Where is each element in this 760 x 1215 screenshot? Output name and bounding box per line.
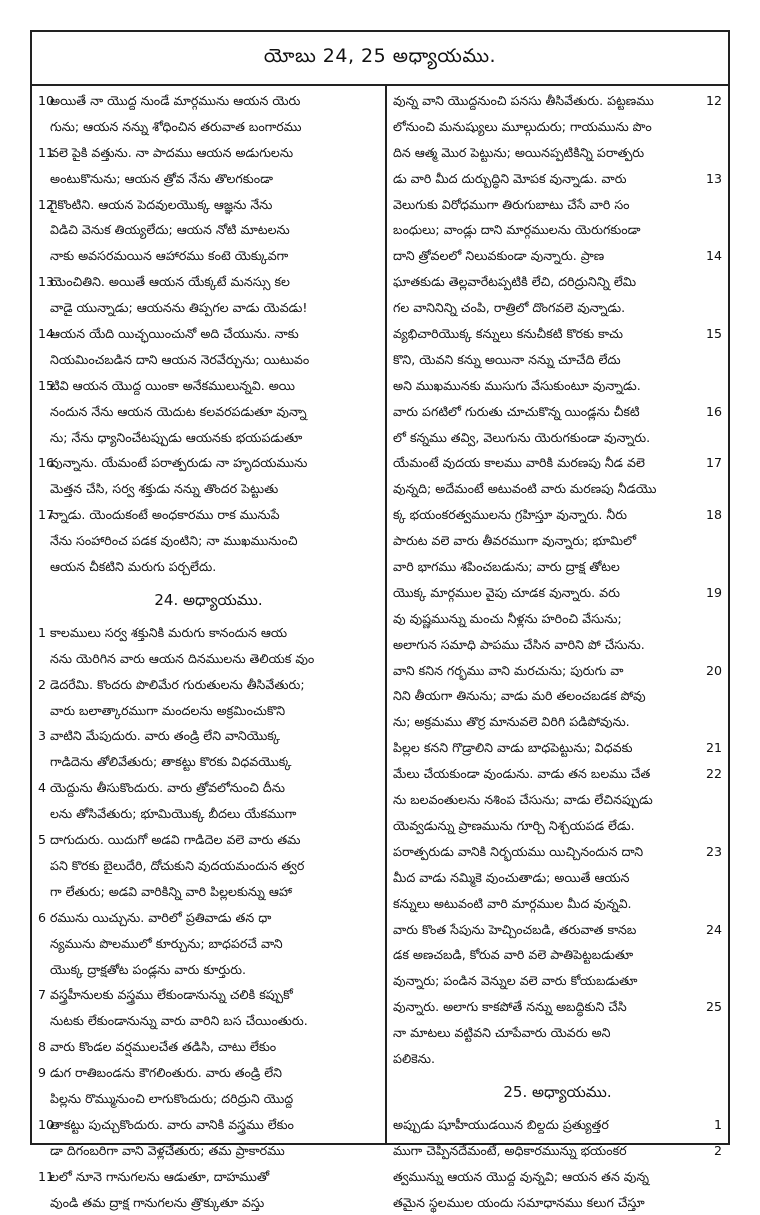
line-text: యెవ్వడున్ను ప్రాణమును గూర్చి నిశ్చయపడ లేడు.: [393, 817, 635, 833]
line-text: పారుట వలె వారు తీవరముగా వున్నారు; భూమిలో: [393, 533, 637, 549]
text-line: [38, 672, 379, 698]
text-line: [38, 528, 379, 554]
chapter-heading: 24. అధ్యాయము.: [154, 590, 263, 609]
text-line: [393, 632, 722, 658]
line-text: మేలు చేయకుండా వుండును. వాడు తన బలము చేత: [393, 766, 651, 782]
line-text: యెంచితిని. అయితే ఆయన యేక్కటే మనస్సు కల: [50, 274, 290, 290]
text-line: [393, 373, 722, 399]
line-text: వాడై యున్నాడు; ఆయనను తిప్పగల వాడు యెవడు!: [50, 300, 308, 316]
line-text: యేమంటే వుదయ కాలము వారికి మరణపు నీడ వలె: [393, 455, 645, 471]
text-line: [38, 347, 379, 373]
text-line: [38, 192, 379, 218]
line-text: గైకొంటిని. ఆయన పెదవులయొక్క ఆజ్ఞను నేను: [50, 196, 273, 212]
line-text: వున్నది; అదేమంటే అటువంటి వారు మరణపు నీడయొ: [393, 481, 657, 497]
text-line: [38, 425, 379, 451]
text-line: [393, 942, 722, 968]
text-line: [393, 658, 722, 684]
text-line: [38, 723, 379, 749]
line-text: ఆయన చీకటిని మరుగు పర్చలేదు.: [50, 559, 217, 575]
line-text: డా దిగంబరిగా వాని వెళ్లచేతురు; తమ ప్రాకారము: [50, 1142, 285, 1158]
text-line: [38, 1060, 379, 1086]
text-line: [38, 450, 379, 476]
line-text: డు వారి మీద దుర్బుద్ధిని మోపక వున్నాడు. వారు: [393, 170, 627, 186]
text-line: [393, 891, 722, 917]
line-text: డుగ రాతిబండను కౌగలింతురు. వారు తండ్రి లేని: [50, 1065, 283, 1081]
line-text: లో కన్నము తవ్వి, వెలుగును యెరుగకుండా వున్నారు.: [393, 429, 651, 445]
verse-number: 11: [38, 1168, 55, 1184]
chapter-heading: 25. అధ్యాయము.: [503, 1082, 612, 1101]
line-text: వస్త్రహీనులకు వస్త్రము లేకుండానున్ను చలికి కప్పుకో: [50, 987, 293, 1003]
line-text: దిన ఆత్మ మొర పెట్టును; అయినప్పటికిన్ని పరాత్పరు: [393, 144, 645, 160]
line-text: గల వానినిన్ని చంపి, రాత్రిలో దొంగవలె వున్నాడు.: [393, 300, 626, 316]
line-text: వున్నాను. యేమంటే పరాత్పరుడు నా హృదయమును: [50, 455, 308, 471]
text-line: [393, 243, 722, 269]
line-text: వారు బలాత్కారముగా మందలను అక్రమించుకొని: [50, 702, 286, 718]
text-line: [38, 905, 379, 931]
verse-number: 16: [38, 455, 55, 471]
verse-number: 8: [38, 1039, 47, 1055]
line-text: అని ముఖమునకు ముసుగు వేసుకుంటూ వున్నాడు.: [393, 377, 641, 393]
line-text: వారు పగటిలో గురుతు చూచుకొన్న యిండ్లను చీకటి: [393, 403, 640, 419]
text-line: [38, 554, 379, 580]
line-text: నిని తీయగా తినును; వాడు మరి తలంచబడక పోవు: [393, 688, 646, 704]
line-text: పలికెను.: [393, 1050, 435, 1066]
text-line: [38, 775, 379, 801]
two-column-body: [32, 84, 728, 1210]
text-line: [38, 879, 379, 905]
text-line: [38, 476, 379, 502]
line-text: లోనుంచి మనుష్యులు మూల్గుదురు; గాయమును పొం: [393, 118, 652, 134]
text-line: [393, 1020, 722, 1046]
text-line: [393, 813, 722, 839]
line-text: అయితే నా యొద్ద నుండే మార్గమును ఆయన యెరు: [50, 93, 301, 108]
line-text: డక అణచబడి, కోరువ వారి వలె పాతిపెట్టబడుతూ: [393, 947, 634, 963]
line-text: వు వుష్ణమున్ను మంచు నీళ్లను హరించి వేసును;: [393, 610, 622, 626]
verse-number: 15: [705, 326, 722, 342]
verse-number: 13: [38, 274, 55, 290]
line-text: కాలములు సర్వ శక్తునికి మరుగు కానందున ఆయ: [50, 624, 288, 640]
text-line: [38, 749, 379, 775]
line-text: ఘాతకుడు తెల్లవారేటప్పటికి లేచి, దరిద్రునిన్ని లేమి: [393, 274, 637, 290]
verse-number: 13: [705, 170, 722, 186]
text-line: [393, 1164, 722, 1190]
line-text: వున్నారు; పండిన వెన్నుల వలె వారు కోయబడుతూ: [393, 973, 638, 989]
line-text: వుండి తమ ద్రాక్ష గానుగలను త్రొక్కుతూ వస్తు: [50, 1194, 265, 1210]
text-line: [393, 917, 722, 943]
verse-number: 12: [705, 93, 722, 108]
line-text: బంధులు; వాండ్లు దాని మార్గములను యెరుగకుండా: [393, 222, 641, 238]
text-line: [38, 982, 379, 1008]
verse-number: 20: [705, 662, 722, 678]
text-line: [393, 839, 722, 865]
text-line: [393, 502, 722, 528]
verse-number: 16: [705, 403, 722, 419]
text-line: [38, 1190, 379, 1215]
verse-number: 21: [705, 740, 722, 756]
line-text: తమైన స్థలముల యందు సమాధానము కలుగ చేస్తూ: [393, 1194, 645, 1210]
line-text: మెత్తన చేసి, సర్వ శక్తుడు నన్ను తొందర పెట్టుతు: [50, 481, 279, 497]
line-text: వాని కనిన గర్భము వాని మరచును; పురుగు వా: [393, 662, 624, 678]
verse-number: 19: [705, 584, 722, 600]
line-text: కొని, యెవని కన్ను అయినా నన్ను చూచేది లేదు: [393, 351, 621, 367]
verse-number: 5: [38, 832, 47, 848]
text-line: [38, 502, 379, 528]
line-text: పిల్లల కనని గొడ్రాలిని వాడు బాధపెట్టును; విధవకు: [393, 740, 633, 756]
verse-number: 14: [38, 326, 55, 342]
text-line: [393, 321, 722, 347]
text-line: [38, 321, 379, 347]
verse-number: 25: [705, 999, 722, 1015]
verse-number: 2: [713, 1142, 722, 1158]
line-text: గాడిదెను తోలివేతురు; తాకట్టు కొరకు విధవయొక్క: [50, 754, 292, 770]
line-text: గా లేతురు; అడవి వారికిన్ని వారి పిల్లలకున్ను ఆహా: [50, 883, 292, 899]
text-line: [38, 269, 379, 295]
text-line: [393, 1138, 722, 1164]
line-text: డెదరేమి. కొందరు పొలిమేర గురుతులను తీసివేతురు;: [50, 676, 305, 692]
text-line: [393, 295, 722, 321]
text-line: [393, 88, 722, 114]
text-line: [393, 865, 722, 891]
text-line: [393, 450, 722, 476]
text-line: [38, 114, 379, 140]
line-text: న్నాడు. యెందుకంటే అంధకారము రాక మునుపే: [50, 507, 280, 523]
verse-number: 1: [713, 1116, 722, 1132]
line-text: వాటిని మేపుదురు. వారు తండ్రి లేని వానియొక్క: [50, 728, 280, 744]
line-text: వారు కొంత సేపును హెచ్చించబడి, తరువాత కానబ: [393, 921, 637, 937]
line-text: మీద వాడు నమ్మికె వుంచుతాడు; అయితే ఆయన: [393, 869, 630, 885]
line-text: తాకట్టు పుచ్చుకొందురు. వారు వానికి వస్త్రము లేకుం: [50, 1116, 294, 1132]
verse-number: 1: [38, 624, 47, 640]
text-line: [393, 994, 722, 1020]
text-line: [393, 554, 722, 580]
text-line: [393, 1190, 722, 1215]
text-line: [393, 425, 722, 451]
scripture-page: [30, 30, 730, 1210]
text-line: [393, 399, 722, 425]
verse-number: 24: [705, 921, 722, 937]
text-line: [38, 295, 379, 321]
verse-number: 4: [38, 780, 47, 796]
verse-number: 18: [705, 507, 722, 523]
verse-number: 15: [38, 377, 55, 393]
text-line: [38, 1034, 379, 1060]
line-text: ను; నేను ధ్యానించేటప్పుడు ఆయనకు భయపడుతూ: [50, 429, 303, 445]
text-line: [393, 968, 722, 994]
line-text: నేను సంహారించ పడక వుంటిని; నా ముఖమునుంచి: [50, 533, 298, 549]
verse-number: 10: [38, 1116, 55, 1132]
line-text: లను తోసివేతురు; భూమియొక్క బీదలు యేకముగా: [50, 806, 297, 822]
verse-number: 14: [705, 248, 722, 264]
verse-number: 2: [38, 676, 47, 692]
text-line: [38, 217, 379, 243]
text-line: [393, 114, 722, 140]
verse-number: 6: [38, 909, 47, 925]
line-text: నందున నేను ఆయన యెదుట కలవరపడుతూ వున్నా: [50, 403, 307, 419]
line-text: దాగుదురు. యిదుగో అడవి గాడిదెల వలె వారు తమ: [50, 832, 301, 848]
verse-number: 7: [38, 987, 47, 1003]
line-text: గును; ఆయన నన్ను శోధించిన తరువాత బంగారము: [50, 118, 302, 134]
page-header: [32, 32, 728, 86]
text-line: [38, 399, 379, 425]
verse-number: 23: [705, 843, 722, 859]
line-text: నను యెరిగిన వారు ఆయన దినములను తెలియక వుం: [50, 650, 315, 666]
line-text: వెలుగుకు విరోధముగా తిరుగుబాటు చేసే వారి సం: [393, 196, 630, 212]
verse-number: 3: [38, 728, 47, 744]
line-text: వలె పైకి వత్తును. నా పాదము ఆయన అడుగులను: [50, 144, 294, 160]
text-line: [393, 787, 722, 813]
line-text: విడిచి వెనుక తియ్యలేదు; ఆయన నోటి మాటలను: [50, 222, 290, 238]
text-line: [38, 373, 379, 399]
text-line: [38, 620, 379, 646]
line-text: పని కొరకు బైలుదేరి, దోచుకుని వుదయమందున త్వర: [50, 857, 305, 873]
verse-number: 22: [705, 766, 722, 782]
text-line: [38, 646, 379, 672]
verse-number: 12: [38, 196, 55, 212]
page-title: యోబు 24, 25 అధ్యాయము.: [263, 44, 497, 67]
text-line: [38, 1008, 379, 1034]
line-text: నా మాటలు వట్టివని చూపేవారు యెవరు అని: [393, 1025, 611, 1041]
line-text: త్వమున్ను ఆయన యొద్ద వున్నవి; ఆయన తన వున్న: [393, 1168, 649, 1184]
text-line: [393, 761, 722, 787]
text-line: [393, 1112, 722, 1138]
line-text: రమును యిచ్చును. వారిలో ప్రతివాడు తన ధా: [50, 909, 272, 925]
text-line: [393, 683, 722, 709]
line-text: నాకు అవసరమయిన ఆహారము కంటె యెక్కువగా: [50, 248, 289, 264]
text-line: [393, 606, 722, 632]
line-text: క్క భయంకరత్వములను గ్రహిస్తూ వున్నారు. నీరు: [393, 507, 628, 523]
text-line: [38, 957, 379, 983]
line-text: యెద్దును తీసుకొందురు. వారు త్రోవలోనుంచి దీను: [50, 780, 286, 796]
line-text: ను బలవంతులను నశింప చేసును; వాడు లేచినప్పుడు: [393, 792, 653, 808]
line-text: పిల్లను రొమ్మునుంచి లాగుకొందురు; దరిద్రుని యొద్ద: [50, 1090, 294, 1106]
verse-number: 17: [705, 455, 722, 471]
text-line: [393, 709, 722, 735]
text-line: [38, 1086, 379, 1112]
text-line: [393, 580, 722, 606]
line-text: కన్నులు అటువంటి వారి మార్గముల మీద వున్నవి.: [393, 895, 632, 911]
line-text: అప్పుడు షూహీయుడయిన బిల్దదు ప్రత్యుత్తర: [393, 1116, 609, 1132]
text-line: [393, 476, 722, 502]
text-line: [38, 243, 379, 269]
line-text: నుటకు లేకుండానున్ను వారు వారిని బస చేయింతురు.: [50, 1013, 308, 1029]
text-line: [393, 347, 722, 373]
line-text: దాని త్రోవలలో నిలువకుండా వున్నారు. ప్రాణ: [393, 248, 605, 264]
line-text: న్యమును పొలములో కూర్చును; బాధపరచే వాని: [50, 935, 283, 951]
text-line: [38, 698, 379, 724]
verse-number: 10: [38, 93, 55, 108]
left-column: [32, 84, 387, 1210]
verse-number: 11: [38, 144, 55, 160]
line-text: యొక్క ద్రాక్షతోట పండ్లను వారు కూర్తురు.: [50, 961, 247, 977]
line-text: ఆయన యేది యిచ్ఛయించునో అది చేయును. నాకు: [50, 326, 299, 342]
text-line: [38, 853, 379, 879]
text-line: [393, 269, 722, 295]
line-text: నియమించబడిన దాని ఆయన నెరవేర్చును; యిటువం: [50, 351, 310, 367]
verse-number: 9: [38, 1065, 47, 1081]
line-text: వారి భాగము శపించబడును; వారు ద్రాక్ష తోటల: [393, 559, 620, 575]
text-line: [393, 217, 722, 243]
line-text: ముగా చెప్పినదేమంటే, అధికారమున్ను భయంకర: [393, 1142, 627, 1158]
text-line: [38, 801, 379, 827]
text-line: [38, 166, 379, 192]
text-line: [393, 192, 722, 218]
right-column: [387, 84, 728, 1210]
text-line: [38, 1164, 379, 1190]
text-line: [393, 1046, 722, 1072]
line-text: టివి ఆయన యొద్ద యింకా అనేకములున్నవి. అయి: [50, 377, 295, 393]
line-text: అలాగున సమాధి పాపము చేసిన వారిని పో చేసును.: [393, 636, 645, 652]
text-line: [393, 735, 722, 761]
text-line: [38, 931, 379, 957]
text-line: [38, 1112, 379, 1138]
text-line: [38, 88, 379, 114]
line-text: పరాత్పరుడు వానికి నిర్భయము యిచ్చినందున దాని: [393, 843, 644, 859]
text-line: [38, 140, 379, 166]
text-line: [38, 827, 379, 853]
line-text: లలో నూనె గానుగలను ఆడుతూ, దాహముతో: [50, 1168, 270, 1184]
line-text: ను; అక్రమము తొర్ర మానువలె విరిగి పడిపోవును.: [393, 714, 630, 730]
line-text: వున్నారు. అలాగు కాకపోతే నన్ను అబద్ధికుని చేసి: [393, 999, 627, 1015]
line-text: అంటుకొనును; ఆయన త్రోవ నేను తొలగకుండా: [50, 170, 273, 186]
line-text: వున్న వాని యొద్దనుంచి పనసు తీసివేతురు. పట్టణము: [393, 93, 654, 108]
text-line: [393, 528, 722, 554]
text-line: [393, 140, 722, 166]
line-text: వారు కొండల వర్షములచేత తడిసి, చాటు లేకుం: [50, 1039, 277, 1055]
verse-number: 17: [38, 507, 55, 523]
text-line: [38, 1138, 379, 1164]
line-text: వ్యభిచారియొక్క కన్నులు కనుచీకటి కొరకు కాచు: [393, 326, 623, 342]
text-line: [393, 166, 722, 192]
line-text: యొక్క మార్గముల వైపు చూడక వున్నారు. వరు: [393, 584, 620, 600]
